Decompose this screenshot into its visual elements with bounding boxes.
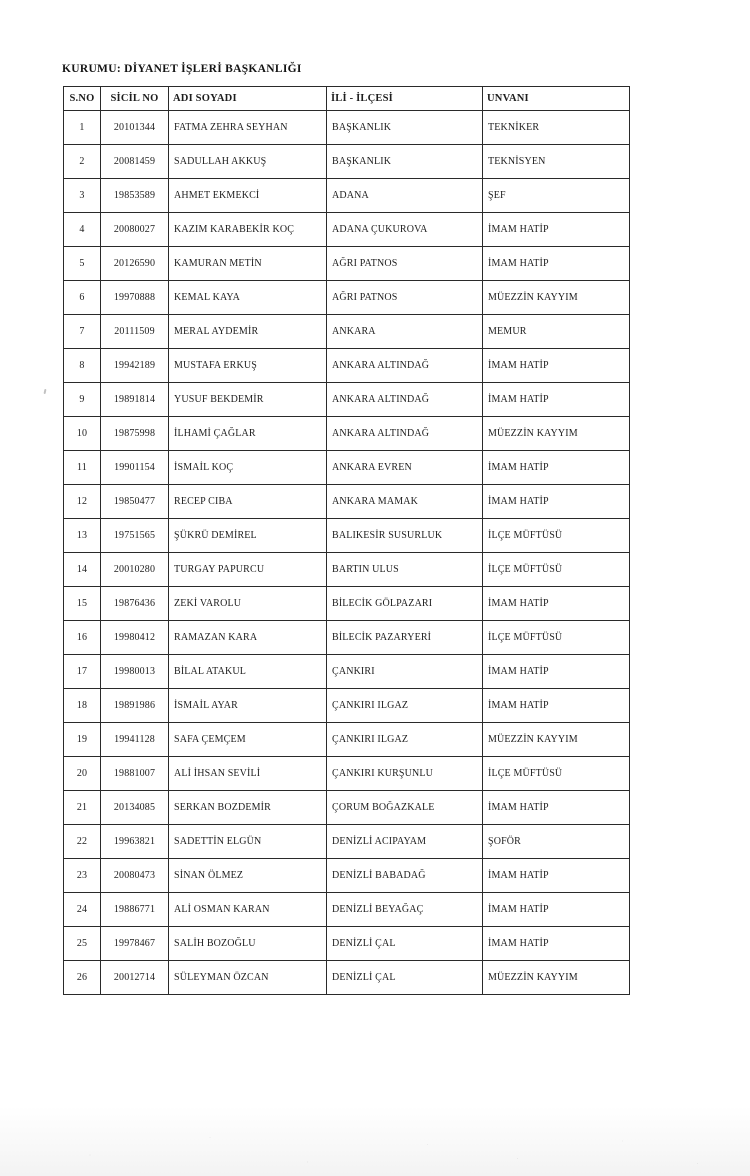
cell-ili-ilcesi: DENİZLİ ÇAL [327,927,483,961]
cell-sicil-no: 20081459 [101,145,169,179]
cell-adi-soyadi: SİNAN ÖLMEZ [169,859,327,893]
cell-sicil-no: 20012714 [101,961,169,995]
cell-unvani: ŞOFÖR [483,825,630,859]
table-row [64,859,630,893]
cell-ili-ilcesi: DENİZLİ ACIPAYAM [327,825,483,859]
cell-adi-soyadi: AHMET EKMEKCİ [169,179,327,213]
cell-sno: 4 [64,213,101,247]
cell-ili-ilcesi: ADANA ÇUKUROVA [327,213,483,247]
table-row [64,213,630,247]
header-cell-adi: ADI SOYADI [169,87,327,111]
table-row [64,621,630,655]
cell-ili-ilcesi: ANKARA ALTINDAĞ [327,383,483,417]
cell-ili-ilcesi: ANKARA ALTINDAĞ [327,417,483,451]
cell-ili-ilcesi: BİLECİK GÖLPAZARI [327,587,483,621]
cell-unvani: İMAM HATİP [483,791,630,825]
cell-sicil-no: 20101344 [101,111,169,145]
cell-sno: 13 [64,519,101,553]
cell-ili-ilcesi: BAŞKANLIK [327,145,483,179]
cell-sicil-no: 19850477 [101,485,169,519]
cell-adi-soyadi: SAFA ÇEMÇEM [169,723,327,757]
cell-ili-ilcesi: ANKARA ALTINDAĞ [327,349,483,383]
cell-ili-ilcesi: ÇANKIRI [327,655,483,689]
cell-sicil-no: 20134085 [101,791,169,825]
cell-unvani: İMAM HATİP [483,383,630,417]
cell-unvani: İMAM HATİP [483,689,630,723]
cell-adi-soyadi: ZEKİ VAROLU [169,587,327,621]
cell-sno: 1 [64,111,101,145]
cell-sno: 8 [64,349,101,383]
cell-unvani: MÜEZZİN KAYYIM [483,417,630,451]
table-row [64,893,630,927]
cell-unvani: İLÇE MÜFTÜSÜ [483,757,630,791]
cell-sicil-no: 20080473 [101,859,169,893]
table-row [64,961,630,995]
table-row [64,825,630,859]
cell-ili-ilcesi: ÇORUM BOĞAZKALE [327,791,483,825]
cell-sno: 21 [64,791,101,825]
cell-ili-ilcesi: ÇANKIRI ILGAZ [327,689,483,723]
table-row [64,723,630,757]
table-row [64,553,630,587]
cell-sno: 17 [64,655,101,689]
cell-sicil-no: 19901154 [101,451,169,485]
cell-unvani: MEMUR [483,315,630,349]
cell-sno: 6 [64,281,101,315]
cell-ili-ilcesi: BAŞKANLIK [327,111,483,145]
cell-ili-ilcesi: ANKARA MAMAK [327,485,483,519]
cell-ili-ilcesi: DENİZLİ BEYAĞAÇ [327,893,483,927]
cell-unvani: TEKNİSYEN [483,145,630,179]
cell-sno: 24 [64,893,101,927]
table-row [64,451,630,485]
table-row [64,281,630,315]
cell-unvani: ŞEF [483,179,630,213]
cell-adi-soyadi: MERAL AYDEMİR [169,315,327,349]
cell-sno: 20 [64,757,101,791]
cell-sno: 2 [64,145,101,179]
cell-ili-ilcesi: AĞRI PATNOS [327,247,483,281]
cell-sno: 10 [64,417,101,451]
table-row [64,179,630,213]
document-title: KURUMU: DİYANET İŞLERİ BAŞKANLIĞI [62,63,302,75]
cell-sno: 26 [64,961,101,995]
cell-sno: 12 [64,485,101,519]
cell-unvani: MÜEZZİN KAYYIM [483,281,630,315]
header-cell-sicil: SİCİL NO [101,87,169,111]
cell-sicil-no: 20126590 [101,247,169,281]
cell-sicil-no: 19886771 [101,893,169,927]
cell-sno: 14 [64,553,101,587]
cell-sno: 11 [64,451,101,485]
cell-adi-soyadi: ALİ OSMAN KARAN [169,893,327,927]
cell-sno: 5 [64,247,101,281]
cell-unvani: İMAM HATİP [483,587,630,621]
cell-sno: 7 [64,315,101,349]
cell-adi-soyadi: KAZIM KARABEKİR KOÇ [169,213,327,247]
cell-sicil-no: 19875998 [101,417,169,451]
table-row [64,315,630,349]
table-row [64,485,630,519]
cell-adi-soyadi: SÜLEYMAN ÖZCAN [169,961,327,995]
cell-sicil-no: 20080027 [101,213,169,247]
cell-adi-soyadi: İSMAİL AYAR [169,689,327,723]
cell-unvani: İMAM HATİP [483,655,630,689]
cell-ili-ilcesi: ANKARA EVREN [327,451,483,485]
personnel-table [63,86,630,995]
cell-sicil-no: 19970888 [101,281,169,315]
cell-sicil-no: 19853589 [101,179,169,213]
cell-ili-ilcesi: BARTIN ULUS [327,553,483,587]
cell-ili-ilcesi: ÇANKIRI KURŞUNLU [327,757,483,791]
cell-sno: 23 [64,859,101,893]
cell-unvani: MÜEZZİN KAYYIM [483,961,630,995]
cell-unvani: İMAM HATİP [483,893,630,927]
cell-adi-soyadi: ŞÜKRÜ DEMİREL [169,519,327,553]
table-row [64,111,630,145]
cell-sicil-no: 20010280 [101,553,169,587]
cell-unvani: İMAM HATİP [483,927,630,961]
table-body [64,111,630,995]
cell-adi-soyadi: İLHAMİ ÇAĞLAR [169,417,327,451]
header-cell-sno: S.NO [64,87,101,111]
cell-adi-soyadi: YUSUF BEKDEMİR [169,383,327,417]
cell-sicil-no: 19980412 [101,621,169,655]
cell-sicil-no: 20111509 [101,315,169,349]
cell-unvani: İLÇE MÜFTÜSÜ [483,519,630,553]
cell-unvani: İMAM HATİP [483,485,630,519]
cell-ili-ilcesi: DENİZLİ BABADAĞ [327,859,483,893]
cell-sicil-no: 19891986 [101,689,169,723]
cell-unvani: TEKNİKER [483,111,630,145]
table-row [64,689,630,723]
table-row [64,519,630,553]
cell-sicil-no: 19963821 [101,825,169,859]
table-row [64,757,630,791]
cell-sicil-no: 19881007 [101,757,169,791]
cell-sno: 15 [64,587,101,621]
table-row [64,587,630,621]
table-row [64,927,630,961]
table-row [64,383,630,417]
header-cell-unvan: UNVANI [483,87,630,111]
cell-sicil-no: 19980013 [101,655,169,689]
cell-ili-ilcesi: ADANA [327,179,483,213]
cell-unvani: İMAM HATİP [483,213,630,247]
cell-sicil-no: 19751565 [101,519,169,553]
cell-ili-ilcesi: BALIKESİR SUSURLUK [327,519,483,553]
cell-sno: 19 [64,723,101,757]
cell-sicil-no: 19891814 [101,383,169,417]
cell-sno: 16 [64,621,101,655]
table-row [64,417,630,451]
cell-adi-soyadi: İSMAİL KOÇ [169,451,327,485]
table-row [64,247,630,281]
cell-sno: 3 [64,179,101,213]
cell-adi-soyadi: ALİ İHSAN SEVİLİ [169,757,327,791]
header-cell-ili: İLİ - İLÇESİ [327,87,483,111]
cell-sno: 9 [64,383,101,417]
cell-ili-ilcesi: ÇANKIRI ILGAZ [327,723,483,757]
scan-noise-band [0,1106,750,1176]
cell-ili-ilcesi: BİLECİK PAZARYERİ [327,621,483,655]
cell-unvani: İMAM HATİP [483,247,630,281]
cell-sno: 22 [64,825,101,859]
cell-adi-soyadi: BİLAL ATAKUL [169,655,327,689]
cell-ili-ilcesi: DENİZLİ ÇAL [327,961,483,995]
cell-adi-soyadi: SADULLAH AKKUŞ [169,145,327,179]
cell-sicil-no: 19941128 [101,723,169,757]
cell-adi-soyadi: FATMA ZEHRA SEYHAN [169,111,327,145]
cell-unvani: İLÇE MÜFTÜSÜ [483,621,630,655]
cell-adi-soyadi: SADETTİN ELGÜN [169,825,327,859]
table-row [64,145,630,179]
cell-ili-ilcesi: ANKARA [327,315,483,349]
table-row [64,655,630,689]
cell-adi-soyadi: KAMURAN METİN [169,247,327,281]
table-row [64,349,630,383]
table-row [64,791,630,825]
cell-adi-soyadi: SERKAN BOZDEMİR [169,791,327,825]
cell-adi-soyadi: RAMAZAN KARA [169,621,327,655]
table-header-row [64,87,630,111]
cell-adi-soyadi: RECEP CIBA [169,485,327,519]
cell-ili-ilcesi: AĞRI PATNOS [327,281,483,315]
cell-sno: 18 [64,689,101,723]
cell-unvani: İMAM HATİP [483,451,630,485]
cell-unvani: İMAM HATİP [483,349,630,383]
cell-sicil-no: 19876436 [101,587,169,621]
cell-sno: 25 [64,927,101,961]
cell-adi-soyadi: MUSTAFA ERKUŞ [169,349,327,383]
cell-unvani: İMAM HATİP [483,859,630,893]
cell-unvani: İLÇE MÜFTÜSÜ [483,553,630,587]
cell-adi-soyadi: SALİH BOZOĞLU [169,927,327,961]
cell-adi-soyadi: KEMAL KAYA [169,281,327,315]
cell-adi-soyadi: TURGAY PAPURCU [169,553,327,587]
cell-sicil-no: 19978467 [101,927,169,961]
cell-sicil-no: 19942189 [101,349,169,383]
cell-unvani: MÜEZZİN KAYYIM [483,723,630,757]
scan-artifact-speck [44,389,47,394]
